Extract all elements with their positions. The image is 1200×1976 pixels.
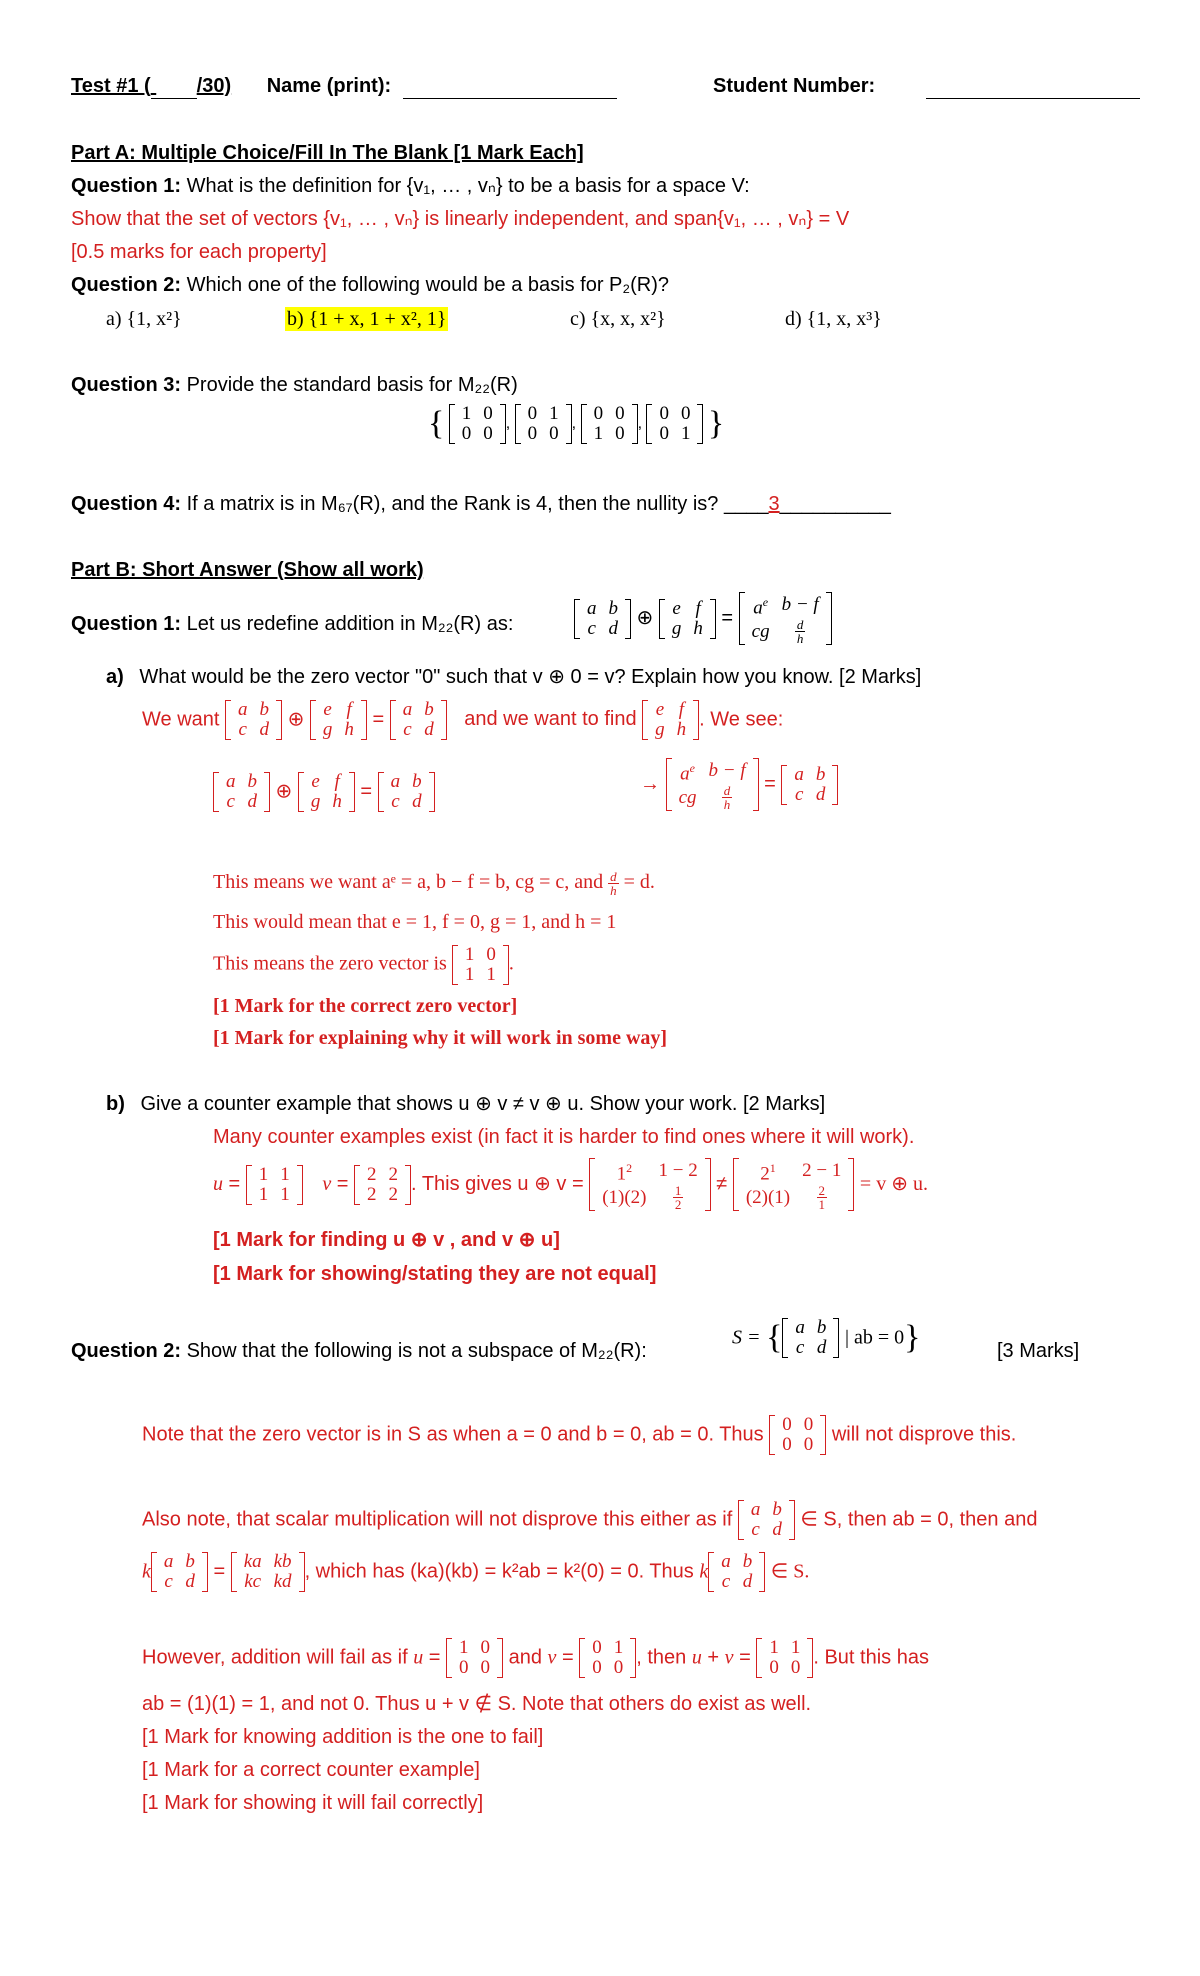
option-b-selected[interactable]: b) {1 + x, 1 + x², 1} [287, 308, 447, 330]
part-b-q1a [106, 665, 921, 689]
meaning-line-3: This means the zero vector is 1 0 1 1 . [213, 944, 514, 985]
blank-post: __________ [779, 493, 891, 515]
counter-intro: Many counter examples exist (in fact it is harder to find ones where it will work). [213, 1126, 915, 1148]
q-label: Question 3: [71, 374, 182, 396]
set-s: S = [732, 1326, 761, 1349]
p3b: ∈ S. [770, 1560, 810, 1583]
working-right: → $a^e$ b − f cg $\frac{d}{h}$ = a b c d [640, 758, 838, 811]
q2-para-1: Note that the zero vector is in S as when a = 0 and b = 0, ab = 0. Thus 0 0 0 0 will not disprove this. [142, 1414, 1017, 1455]
q2-marks: [3 Marks] [997, 1340, 1080, 1362]
part-a-q1 [71, 174, 750, 198]
arrow: → [640, 772, 660, 795]
vu-text: = v ⊕ u. [859, 1172, 928, 1195]
counter-example: u = 1 1 1 1 v = 2 2 2 2 . This gives u ⊕ v = $1^2$ 1 − 2 (1)(2) $\frac{1}{2}$ ≠ $2^1$ 2 − 1 (2)(1) $\frac{2}{1}$ = v ⊕ u. [213, 1158, 928, 1211]
part-a-q2 [71, 273, 669, 297]
mark-showing: [1 Mark for showing/stating they are not equal] [213, 1263, 657, 1285]
q-label: Question 1: [71, 175, 182, 197]
q1-answer: Show that the set of vectors {v₁, … , vₙ} is linearly independent, and span{v₁, … , vₙ} = V [71, 208, 850, 230]
q1-marks: [0.5 marks for each property] [71, 241, 327, 263]
q2-mark-3: [1 Mark for showing it will fail correctly] [142, 1792, 484, 1814]
meaning-line-1: This means we want aᵉ = a, b − f = b, cg = c, and $\frac{d}{h}$ = d. [213, 869, 655, 898]
mark-zero-vector: [1 Mark for the correct zero vector] [213, 995, 518, 1017]
we-see-text: . We see: [699, 708, 784, 731]
we-want-line: We want a b c d ⊕ e f g h = a b c d and we want to find e f g h . We see: [142, 699, 784, 740]
we-want-text: We want [142, 708, 220, 731]
q2-para-4: However, addition will fail as if u = 1 0 0 0 and v = 0 1 0 0 , then u + v = 1 1 0 0 . But this has [142, 1637, 929, 1678]
part-b-q2 [71, 1339, 647, 1363]
sub-text: What would be the zero vector "0" such that v ⊕ 0 = v? Explain how you know. [2 Marks] [139, 666, 922, 688]
q-text: Let us redefine addition in M₂₂(R) as: [186, 613, 514, 635]
sub-text: Give a counter example that shows u ⊕ v ≠ v ⊕ u. Show your work. [2 Marks] [140, 1093, 826, 1115]
name-label: Name (print): [266, 75, 392, 97]
option-c[interactable]: c) {x, x, x²} [570, 308, 666, 330]
blank-pre: ____ [723, 493, 769, 515]
line1-text: This means we want aᵉ = a, b − f = b, cg = c, and [213, 871, 604, 894]
q-label: Question 4: [71, 493, 182, 515]
and-find-text: and we want to find [464, 708, 637, 731]
q2-para-3: k a b c d = ka kb kc kd , which has (ka)(kb) = k²ab = k²(0) = 0. Thus k a b c d ∈ S. [142, 1551, 810, 1592]
standard-basis-set: { 1 0 0 0 , 0 1 0 0 , 0 0 1 0 , 0 0 0 1 } [428, 403, 725, 444]
basis-matrix-4: 0 0 0 1 [646, 404, 703, 444]
sub-label: a) [106, 666, 124, 688]
test-score: /30) [196, 75, 232, 97]
set-condition: | ab = 0 [844, 1326, 905, 1349]
basis-matrix-1: 1 0 0 0 [449, 404, 506, 444]
p4a: However, addition will fail as if [142, 1646, 408, 1669]
basis-matrix-3: 0 0 1 0 [581, 404, 638, 444]
q-text: Show that the following is not a subspace of M₂₂(R): [186, 1340, 647, 1362]
line3-text: This means the zero vector is [213, 952, 447, 975]
set-definition: S = { a b c d | ab = 0} [732, 1317, 921, 1358]
mark-finding: [1 Mark for finding u ⊕ v , and v ⊕ u] [213, 1229, 560, 1251]
option-a[interactable]: a) {1, x²} [106, 308, 182, 330]
option-d[interactable]: d) {1, x, x³} [785, 308, 882, 330]
meaning-line-2: This would mean that e = 1, f = 0, g = 1, and h = 1 [213, 911, 617, 933]
test-title: Test #1 ( [71, 75, 151, 97]
p1b: will not disprove this. [831, 1423, 1017, 1446]
part-a-title: Part A: Multiple Choice/Fill In The Blank [1 Mark Each] [71, 142, 584, 164]
line1-end: = d. [623, 871, 655, 894]
part-b-q1b [106, 1092, 825, 1116]
student-number-field[interactable] [926, 74, 1140, 99]
header-line [71, 74, 617, 99]
q-label: Question 2: [71, 1340, 182, 1362]
q2-para-2: Also note, that scalar multiplication will not disprove this either as if a b c d ∈ S, then ab = 0, then and [142, 1499, 1038, 1540]
q-text: If a matrix is in M₆₇(R), and the Rank is 4, then the nullity is? [186, 493, 719, 515]
q-text: What is the definition for {v₁, … , vₙ} to be a basis for a space V: [186, 175, 750, 197]
q-label: Question 2: [71, 274, 182, 296]
p4c: , then [636, 1646, 687, 1669]
part-b-title: Part B: Short Answer (Show all work) [71, 559, 424, 581]
q2-mark-2: [1 Mark for a correct counter example] [142, 1759, 480, 1781]
p1a: Note that the zero vector is in S as when a = 0 and b = 0, ab = 0. Thus [142, 1423, 764, 1446]
q2-para-5: ab = (1)(1) = 1, and not 0. Thus u + v ∉ S. Note that others do exist as well. [142, 1693, 812, 1715]
p2b: ∈ S, then ab = 0, then and [800, 1508, 1038, 1531]
p2a: Also note, that scalar multiplication will not disprove this either as if [142, 1508, 733, 1531]
working-left: a b c d ⊕ e f g h = a b c d [213, 772, 435, 812]
q-label: Question 1: [71, 613, 182, 635]
score-blank [151, 74, 197, 99]
redefined-addition: a b c d ⊕ e f g h = $a^e$ b − f cg $\frac{d}{h}$ [574, 592, 832, 645]
student-label: Student Number: [713, 75, 876, 97]
q2-mark-1: [1 Mark for knowing addition is the one to fail] [142, 1726, 544, 1748]
p4d: . But this has [813, 1646, 929, 1669]
sub-label: b) [106, 1093, 125, 1115]
p3a: , which has (ka)(kb) = k²ab = k²(0) = 0. Thus [304, 1560, 694, 1583]
gives-text: This gives u ⊕ v = [421, 1172, 584, 1195]
q4-answer: 3 [768, 493, 780, 515]
mark-explain: [1 Mark for explaining why it will work in some way] [213, 1027, 668, 1049]
part-a-q3 [71, 373, 518, 397]
part-a-q4 [71, 492, 891, 516]
zero-vector-matrix: 1 0 1 1 [452, 945, 509, 985]
p4b: and [508, 1646, 542, 1669]
q-text: Provide the standard basis for M₂₂(R) [186, 374, 518, 396]
basis-matrix-2: 0 1 0 0 [515, 404, 572, 444]
name-field[interactable] [403, 74, 617, 99]
part-b-q1 [71, 612, 513, 636]
q-text: Which one of the following would be a basis for P₂(R)? [186, 274, 670, 296]
